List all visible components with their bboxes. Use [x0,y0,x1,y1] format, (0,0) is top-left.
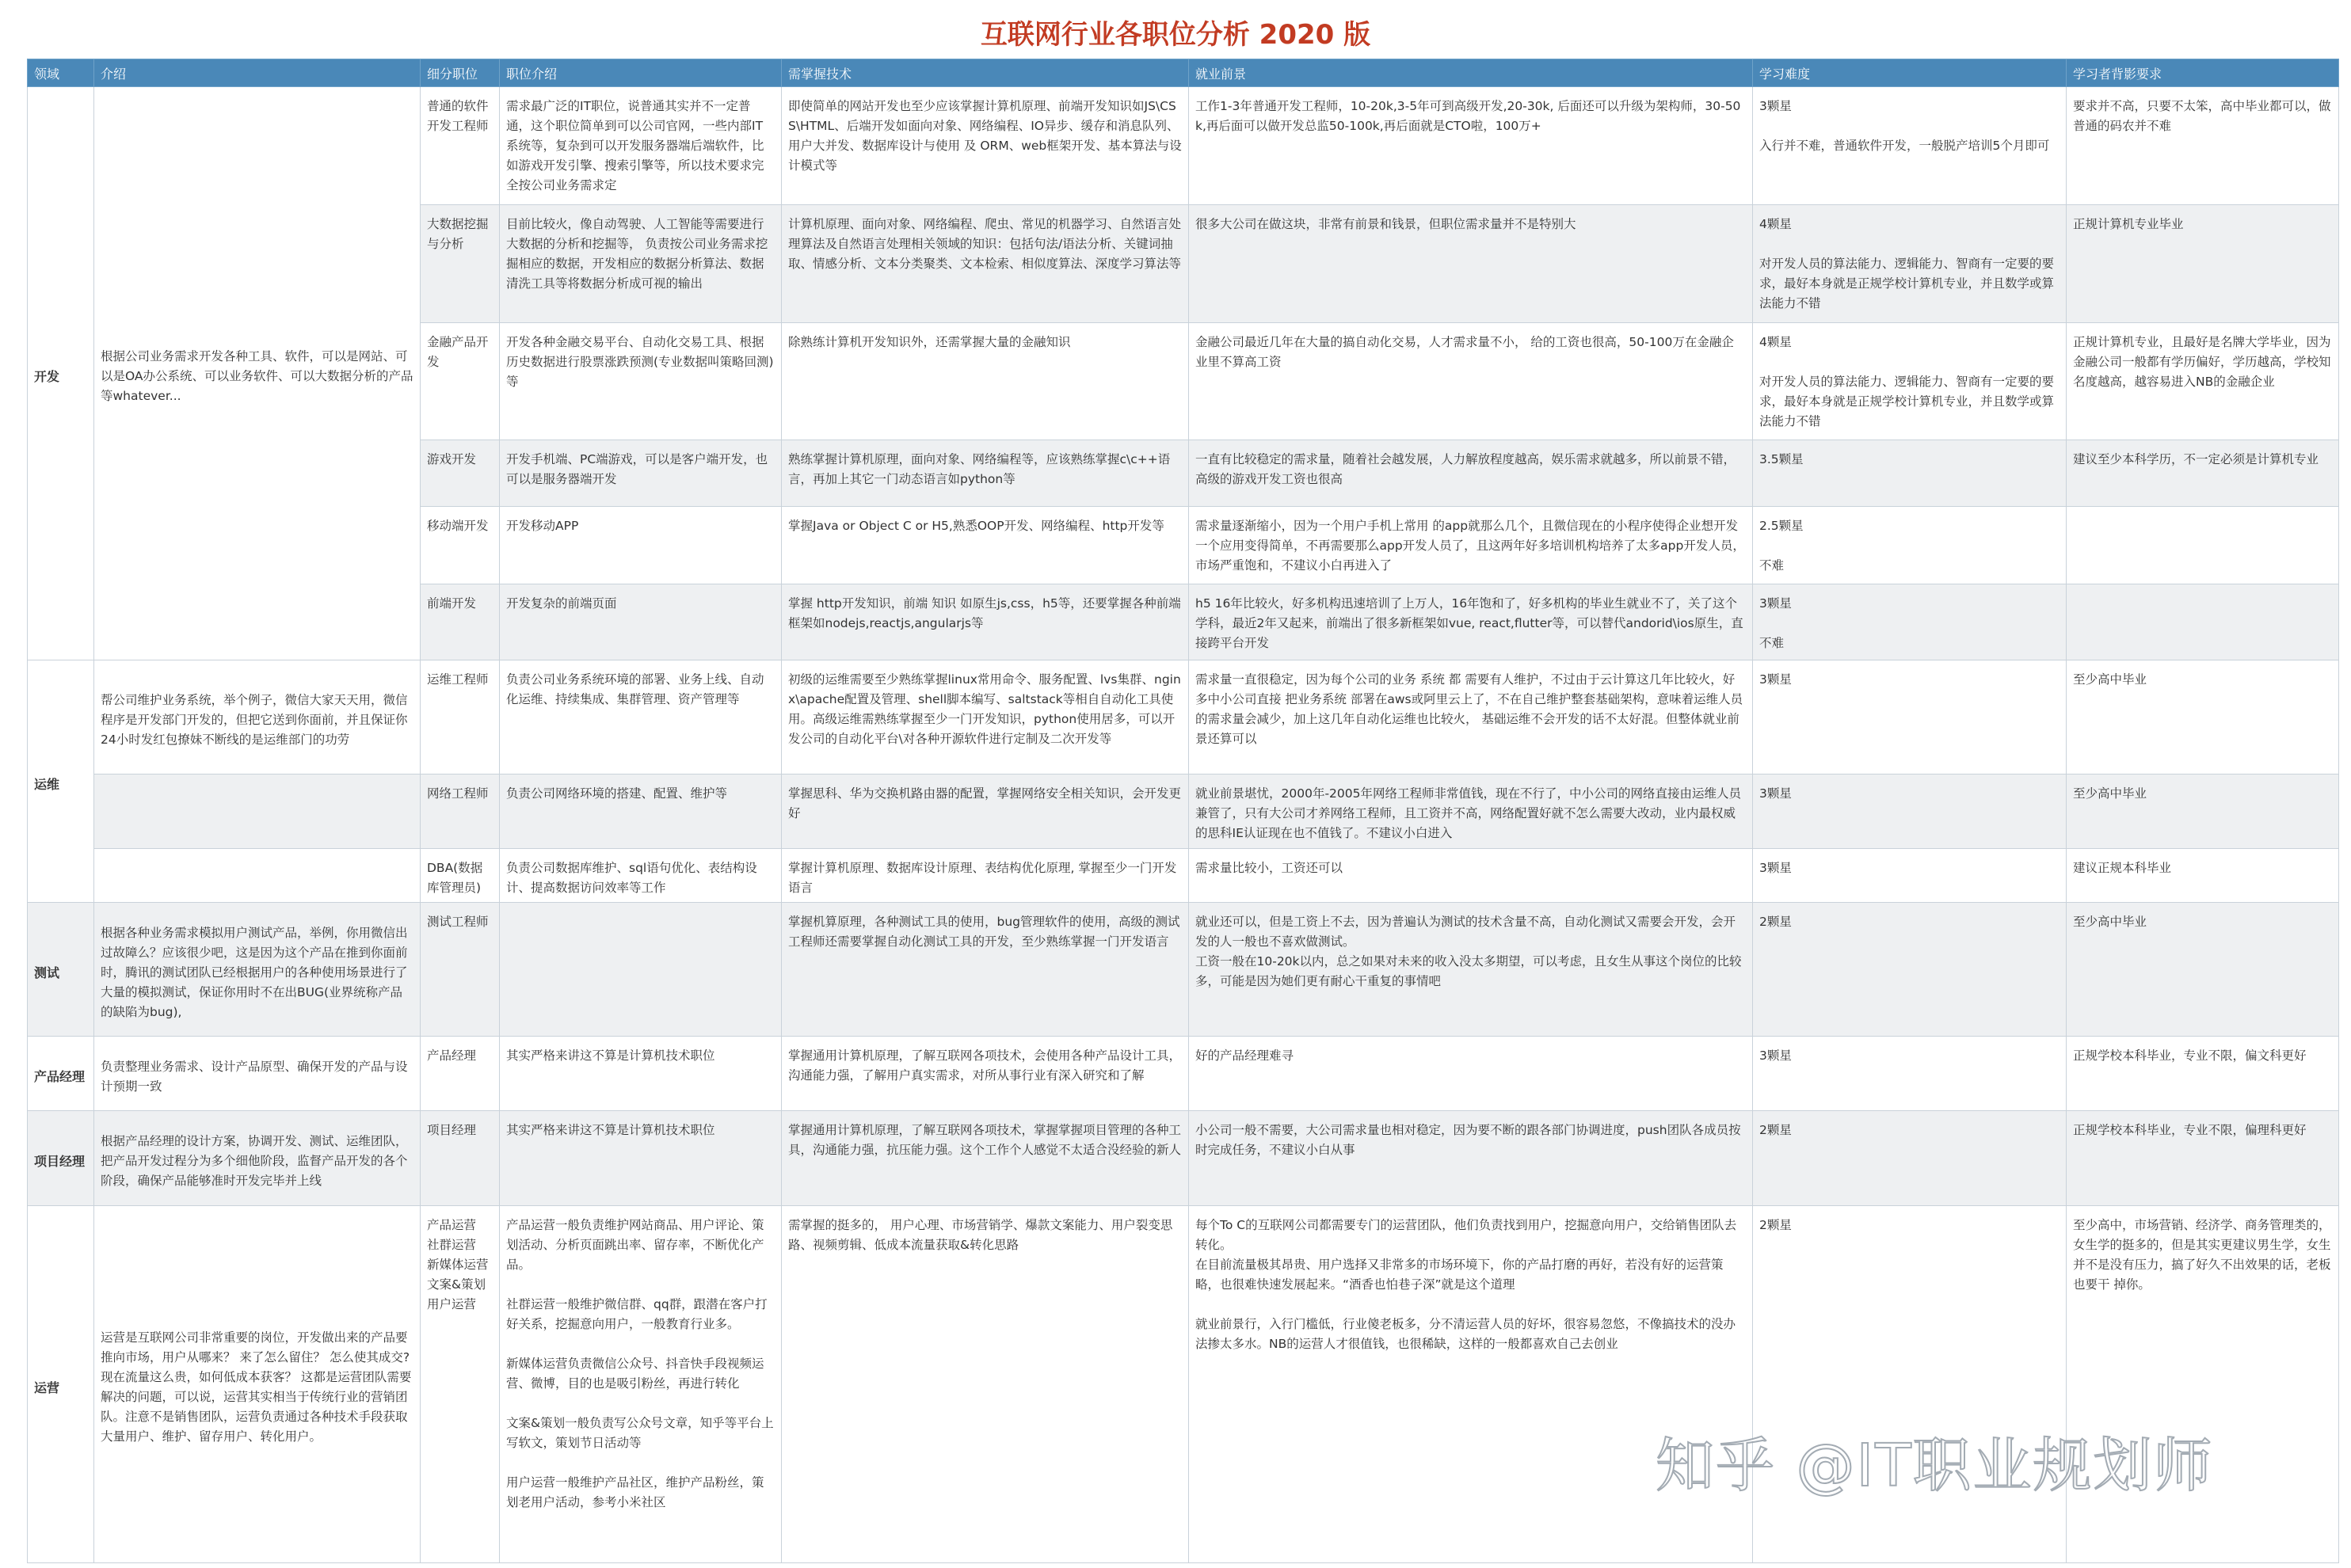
background: 建议至少本科学历，不一定必须是计算机专业 [2067,440,2339,507]
job-desc: 其实严格来讲这不算是计算机技术职位 [500,1037,782,1111]
background: 至少高中毕业 [2067,903,2339,1037]
difficulty: 3颗星 不难 [1753,584,2067,660]
table-row [28,1206,2339,1563]
header-difficulty: 学习难度 [1753,59,2067,87]
domain-intro: 根据各种业务需求模拟用户测试产品，举例，你用微信出过故障么？应该很少吧，这是因为这个产品在推到你面前时，腾讯的测试团队已经根据用户的各种使用场景进行了大量的模拟测试，保证你用时不在出BUG(业界统称产品的缺陷为bug), [94,903,421,1037]
background: 要求并不高，只要不太笨，高中毕业都可以，做普通的码农并不难 [2067,87,2339,205]
header-job-desc: 职位介绍 [500,59,782,87]
difficulty: 2.5颗星 不难 [1753,506,2067,584]
prospect: 需求量比较小，工资还可以 [1189,848,1753,902]
domain-intro: 根据产品经理的设计方案，协调开发、测试、运维团队，把产品开发过程分为多个细他阶段，监督产品开发的各个阶段，确保产品能够准时开发完毕并上线 [94,1111,421,1206]
job-desc: 负责公司业务系统环境的部署、业务上线、自动化运维、持续集成、集群管理、资产管理等 [500,660,782,774]
skills: 计算机原理、面向对象、网络编程、爬虫、常见的机器学习、自然语言处理算法及自然语言处理相关领域的知识：包括句法/语法分析、关键词抽取、情感分析、文本分类聚类、文本检索、相似度算法、深度学习算法等 [782,204,1189,322]
prospect: 需求量一直很稳定，因为每个公司的业务 系统 都 需要有人维护，不过由于云计算这几年比较火，好多中小公司直接 把业务系统 部署在aws或阿里云上了，不在自己维护整套基础架构，意味着运维人员的需求量会减少，加上这几年自动化运维也比较火， 基础运维不会开发的话不太好混。但整体就业前景还算可以 [1189,660,1753,774]
prospect: h5 16年比较火，好多机构迅速培训了上万人，16年饱和了，好多机构的毕业生就业不了，关了这个学科，最近2年又起来，前端出了很多新框架如vue, react,flutter等，可以替代andorid\ios原生，直接跨平台开发 [1189,584,1753,660]
sub-job: 测试工程师 [421,903,500,1037]
skills: 掌握通用计算机原理，了解互联网各项技术，掌握掌握项目管理的各种工具，沟通能力强，抗压能力强。这个工作个人感觉不太适合没经验的新人 [782,1111,1189,1206]
job-desc: 开发各种金融交易平台、自动化交易工具、根据历史数据进行股票涨跌预测(专业数据叫策略回测)等 [500,322,782,440]
sub-job: 金融产品开发 [421,322,500,440]
background: 正规计算机专业，且最好是名牌大学毕业，因为金融公司一般都有学历偏好，学历越高，学校知名度越高，越容易进入NB的金融企业 [2067,322,2339,440]
empty-cell [94,774,421,849]
background [2067,506,2339,584]
skills: 除熟练计算机开发知识外，还需掌握大量的金融知识 [782,322,1189,440]
prospect: 需求量逐渐缩小，因为一个用户手机上常用 的app就那么几个，且微信现在的小程序使得企业想开发一个应用变得简单，不再需要那么app开发人员了，且这两年好多培训机构培养了太多app开发人员，市场严重饱和，不建议小白再进入了 [1189,506,1753,584]
domain-intro: 负责整理业务需求、设计产品原型、确保开发的产品与设计预期一致 [94,1037,421,1111]
background: 正规学校本科毕业，专业不限，偏理科更好 [2067,1111,2339,1206]
domain-name: 测试 [28,903,94,1037]
job-desc: 开发复杂的前端页面 [500,584,782,660]
prospect: 工作1-3年普通开发工程师，10-20k,3-5年可到高级开发,20-30k, 后面还可以升级为架构师，30-50k,再后面可以做开发总监50-100k,再后面就是CTO啦，100万+ [1189,87,1753,205]
sub-job: 产品经理 [421,1037,500,1111]
difficulty: 3颗星 入行并不难，普通软件开发，一般脱产培训5个月即可 [1753,87,2067,205]
skills: 掌握通用计算机原理，了解互联网各项技术，会使用各种产品设计工具，沟通能力强，了解用户真实需求，对所从事行业有深入研究和了解 [782,1037,1189,1111]
header-domain: 领域 [28,59,94,87]
job-desc: 负责公司数据库维护、sql语句优化、表结构设计、提高数据访问效率等工作 [500,848,782,902]
sub-job: 网络工程师 [421,774,500,849]
sub-job: 运维工程师 [421,660,500,774]
prospect: 每个To C的互联网公司都需要专门的运营团队，他们负责找到用户，挖掘意向用户，交给销售团队去转化。 在目前流量极其昂贵、用户选择又非常多的市场环境下，你的产品打磨的再好，若没有好的运营策略，也很难快速发展起来。“酒香也怕巷子深”就是这个道理 就业前景行，入行门槛低，行业傻老板多，分不清运营人员的好坏，很容易忽悠，不像搞技术的没办法掺太多水。NB的运营人才很值钱，也很稀缺，这样的一般都喜欢自己去创业 [1189,1206,1753,1563]
job-desc: 负责公司网络环境的搭建、配置、维护等 [500,774,782,849]
table-row [28,87,2339,205]
sub-job: 前端开发 [421,584,500,660]
sub-job: 产品运营 社群运营 新媒体运营 文案&策划 用户运营 [421,1206,500,1563]
difficulty: 3.5颗星 [1753,440,2067,507]
table-header-row [28,59,2339,87]
header-sub-job: 细分职位 [421,59,500,87]
job-desc: 需求最广泛的IT职位，说普通其实并不一定普通，这个职位简单到可以公司官网，一些内部IT系统等，复杂到可以开发服务器端后端软件，比如游戏开发引擎、搜索引擎等，所以技术要求完全按公司业务需求定 [500,87,782,205]
skills: 初级的运维需要至少熟练掌握linux常用命令、服务配置、lvs集群、nginx\apache配置及管理、shell脚本编写、saltstack等相自自动化工具使用。高级运维需熟练掌握至少一门开发知识，python使用居多，可以开发公司的自动化平台\对各种开源软件进行定制及二次开发等 [782,660,1189,774]
header-skills: 需掌握技术 [782,59,1189,87]
background: 正规学校本科毕业，专业不限，偏文科更好 [2067,1037,2339,1111]
job-desc: 开发手机端、PC端游戏，可以是客户端开发，也可以是服务器端开发 [500,440,782,507]
job-desc: 其实严格来讲这不算是计算机技术职位 [500,1111,782,1206]
job-desc [500,903,782,1037]
difficulty: 2颗星 [1753,1206,2067,1563]
difficulty: 4颗星 对开发人员的算法能力、逻辑能力、智商有一定要的要求，最好本身就是正规学校计算机专业，并且数学或算法能力不错 [1753,322,2067,440]
table-row [28,1037,2339,1111]
table-row [28,660,2339,774]
prospect: 好的产品经理难寻 [1189,1037,1753,1111]
background: 建议正规本科毕业 [2067,848,2339,902]
page-title: 互联网行业各职位分析 2020 版 [980,19,1371,51]
sub-job: 游戏开发 [421,440,500,507]
skills: 掌握Java or Object C or H5,熟悉OOP开发、网络编程、http开发等 [782,506,1189,584]
skills: 掌握 http开发知识，前端 知识 如原生js,css，h5等，还要掌握各种前端框架如nodejs,reactjs,angularjs等 [782,584,1189,660]
domain-intro: 根据公司业务需求开发各种工具、软件，可以是网站、可以是OA办公系统、可以业务软件、可以大数据分析的产品等whatever... [94,87,421,660]
difficulty: 3颗星 [1753,848,2067,902]
prospect: 金融公司最近几年在大量的搞自动化交易，人才需求量不小， 给的工资也很高，50-100万在金融企业里不算高工资 [1189,322,1753,440]
skills: 掌握思科、华为交换机路由器的配置，掌握网络安全相关知识，会开发更好 [782,774,1189,849]
prospect: 就业还可以，但是工资上不去，因为普遍认为测试的技术含量不高，自动化测试又需要会开发，会开发的人一般也不喜欢做测试。 工资一般在10-20k以内，总之如果对未来的收入没太多期望，可以考虑，且女生从事这个岗位的比较多，可能是因为她们更有耐心干重复的事情吧 [1189,903,1753,1037]
header-prospect: 就业前景 [1189,59,1753,87]
sub-job: 项目经理 [421,1111,500,1206]
skills: 熟练掌握计算机原理，面向对象、网络编程等，应该熟练掌握c\c++语言，再加上其它一门动态语言如python等 [782,440,1189,507]
skills: 需掌握的挺多的， 用户心理、市场营销学、爆款文案能力、用户裂变思路、视频剪辑、低成本流量获取&转化思路 [782,1206,1189,1563]
domain-name: 项目经理 [28,1111,94,1206]
difficulty: 3颗星 [1753,774,2067,849]
prospect: 就业前景堪忧，2000年-2005年网络工程师非常值钱，现在不行了，中小公司的网络直接由运维人员兼管了，只有大公司才养网络工程师，且工资并不高，网络配置好就不怎么需要大改动，业内最权威的思科IE认证现在也不值钱了。不建议小白进入 [1189,774,1753,849]
sub-job: 普通的软件开发工程师 [421,87,500,205]
skills: 掌握计算机原理、数据库设计原理、表结构优化原理, 掌握至少一门开发语言 [782,848,1189,902]
background: 至少高中毕业 [2067,660,2339,774]
job-desc: 目前比较火，像自动驾驶、人工智能等需要进行大数据的分析和挖掘等， 负责按公司业务需求挖掘相应的数据，开发相应的数据分析算法、数据清洗工具等将数据分析成可视的输出 [500,204,782,322]
domain-name: 运营 [28,1206,94,1563]
background: 至少高中，市场营销、经济学、商务管理类的，女生学的挺多的，但是其实更建议男生学，女生并不是没有压力，搞了好久不出效果的话，老板也要干 掉你。 [2067,1206,2339,1563]
domain-intro: 运营是互联网公司非常重要的岗位，开发做出来的产品要推向市场，用户从哪来？ 来了怎么留住？ 怎么使其成交? 现在流量这么贵，如何低成本获客？ 这都是运营团队需要解决的问题，可以说，运营其实相当于传统行业的营销团队。注意不是销售团队，运营负责通过各种技术手段获取大量用户、维护、留存用户、转化用户。 [94,1206,421,1563]
difficulty: 2颗星 [1753,903,2067,1037]
difficulty: 3颗星 [1753,660,2067,774]
domain-name: 开发 [28,87,94,660]
header-intro: 介绍 [94,59,421,87]
background [2067,584,2339,660]
sub-job: 大数据挖掘与分析 [421,204,500,322]
sub-job: DBA(数据库管理员) [421,848,500,902]
skills: 掌握机算原理，各种测试工具的使用，bug管理软件的使用，高级的测试工程师还需要掌握自动化测试工具的开发，至少熟练掌握一门开发语言 [782,903,1189,1037]
difficulty: 4颗星 对开发人员的算法能力、逻辑能力、智商有一定要的要求，最好本身就是正规学校计算机专业，并且数学或算法能力不错 [1753,204,2067,322]
sub-job: 移动端开发 [421,506,500,584]
domain-intro: 帮公司维护业务系统，举个例子，微信大家天天用，微信程序是开发部门开发的，但把它送到你面前，并且保证你24小时发红包撩妹不断线的是运维部门的功劳 [94,660,421,774]
table-row [28,774,2339,849]
job-analysis-table [27,59,2339,1563]
domain-name: 产品经理 [28,1037,94,1111]
prospect: 一直有比较稳定的需求量，随着社会越发展，人力解放程度越高，娱乐需求就越多，所以前景不错，高级的游戏开发工资也很高 [1189,440,1753,507]
table-row [28,903,2339,1037]
background: 正规计算机专业毕业 [2067,204,2339,322]
prospect: 很多大公司在做这块，非常有前景和钱景，但职位需求量并不是特别大 [1189,204,1753,322]
domain-name: 运维 [28,660,94,903]
difficulty: 2颗星 [1753,1111,2067,1206]
table-row [28,848,2339,902]
header-background: 学习者背影要求 [2067,59,2339,87]
background: 至少高中毕业 [2067,774,2339,849]
job-desc: 开发移动APP [500,506,782,584]
zhihu-watermark: 知乎 @IT职业规划师 [1656,1432,2214,1500]
table-row [28,1111,2339,1206]
skills: 即使简单的网站开发也至少应该掌握计算机原理、前端开发知识如JS\CSS\HTML、后端开发如面向对象、网络编程、IO异步、缓存和消息队列、用户大并发、数据库设计与使用 及 ORM、web框架开发、基本算法与设计模式等 [782,87,1189,205]
empty-cell [94,848,421,902]
difficulty: 3颗星 [1753,1037,2067,1111]
prospect: 小公司一般不需要，大公司需求量也相对稳定，因为要不断的跟各部门协调进度，push团队各成员按时完成任务，不建议小白从事 [1189,1111,1753,1206]
job-desc: 产品运营一般负责维护网站商品、用户评论、策划活动、分析页面跳出率、留存率，不断优化产品。 社群运营一般维护微信群、qq群，跟潜在客户打好关系，挖掘意向用户，一般教育行业多。 新媒体运营负责微信公众号、抖音快手段视频运营、微博，目的也是吸引粉丝，再进行转化 文案&策划一般负责写公众号文章，知乎等平台上写软文，策划节日活动等 用户运营一般维护产品社区，维护产品粉丝，策划老用户活动，参考小米社区 [500,1206,782,1563]
